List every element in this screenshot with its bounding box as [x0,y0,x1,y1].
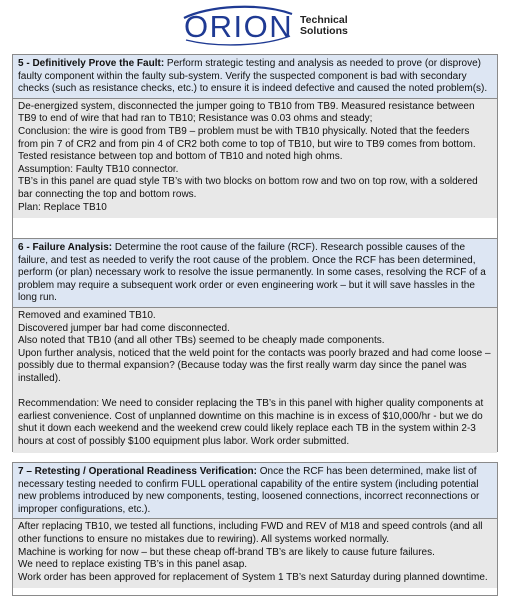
logo-subtitle-line: Solutions [300,25,348,37]
section-retesting [12,462,498,596]
section-header [13,55,497,99]
body-line: Also noted that TB10 (and all other TBs) seemed to be cheaply made components. [18,335,385,347]
body-line: Recommendation: We need to consider replacing the TB’s in this panel with higher quality components at earliest convenience. Cost of unplanned downtime on this machine is in excess of $10,000/hr - but we do shut it down each weekend and the weekend crew could likely replace each TB in the system within 2-3 hours at cost of possibly $100 equipment plus labor. Work order submitted. [18,398,484,447]
section-body [13,308,497,453]
body-line: After replacing TB10, we tested all functions, including FWD and REV of M18 and speed controls (and all other functions to ensure no mistakes due to rewiring). All systems worked normally. [18,521,483,545]
logo-subtitle-line: Technical [300,14,348,26]
section-description: Once the RCF has been determined, make list of necessary testing needed to confirm FULL operational capability of the entire system (including potential new problems introduced by new components, testing, loosened connections, incorrect reconnections or improper configurations, etc.). [18,466,480,515]
body-line: Assumption: Faulty TB10 connector. [18,163,179,175]
body-line: Removed and examined TB10. [18,309,156,321]
logo-subtitle [300,15,348,37]
section-title: 6 - Failure Analysis: [18,242,113,253]
logo-wordmark: ORION [184,9,294,44]
orion-logo [178,4,348,46]
section-header [13,463,497,519]
section-title: 5 - Definitively Prove the Fault: [18,58,165,69]
section-body [13,519,497,588]
section-prove-fault [12,54,498,244]
section-title: 7 – Retesting / Operational Readiness Verification: [18,466,257,477]
section-description: Determine the root cause of the failure (RCF). Research possible causes of the failure, and test as needed to verify the root cause of the problem. Once the RCF has been determined, perform (or plan) necessary work to resolve the issue permanently. In some cases, resolving the RCF of a problem may require a subsequent work order or even engineering work – but it will save hassles in the long run. [18,242,486,304]
body-line: Plan: Replace TB10 [18,201,107,213]
body-line: Conclusion: the wire is good from TB9 – problem must be with TB10 physically. Noted that the feeders from pin 7 of CR2 and from pin 4 of CR2 both come to top of TB10, but wire to TB9 comes from bottom. Tested resistance between top and bottom of TB10 and noted high ohms. [18,125,476,163]
body-line: Machine is working for now – but these cheap off-brand TB’s are likely to cause future failures. [18,546,435,558]
section-body [13,99,497,218]
body-line: We need to replace existing TB’s in this panel asap. [18,559,248,571]
page-header [0,0,511,46]
body-line: Discovered jumper bar had come disconnected. [18,322,230,334]
paragraph-gap [18,386,491,399]
section-failure-analysis [12,238,498,452]
section-header [13,239,497,308]
body-line: De-energized system, disconnected the jumper going to TB10 from TB9. Measured resistance between TB9 to end of wire that had ran to TB10; Resistance was 0.03 ohms and steady; [18,100,475,125]
section-description: Perform strategic testing and analysis as needed to prove (or disprove) faulty component within the faulty sub-system. Verify the suspected component is bad with secondary checks (such as resistance checks, etc.) to ensure it is indeed defective and caused the noted problem(s). [18,58,488,95]
body-line: Work order has been approved for replacement of System 1 TB’s next Saturday during planned downtime. [18,571,488,583]
body-line: TB’s in this panel are quad style TB’s with two blocks on bottom row and two on top row, with a soldered bar connecting the top and bottom rows. [18,176,478,200]
body-line: Upon further analysis, noticed that the weld point for the contacts was poorly brazed and had come loose – possibly due to thermal expansion? (Because today was the first really warm day since the panel was installed). [18,347,491,384]
